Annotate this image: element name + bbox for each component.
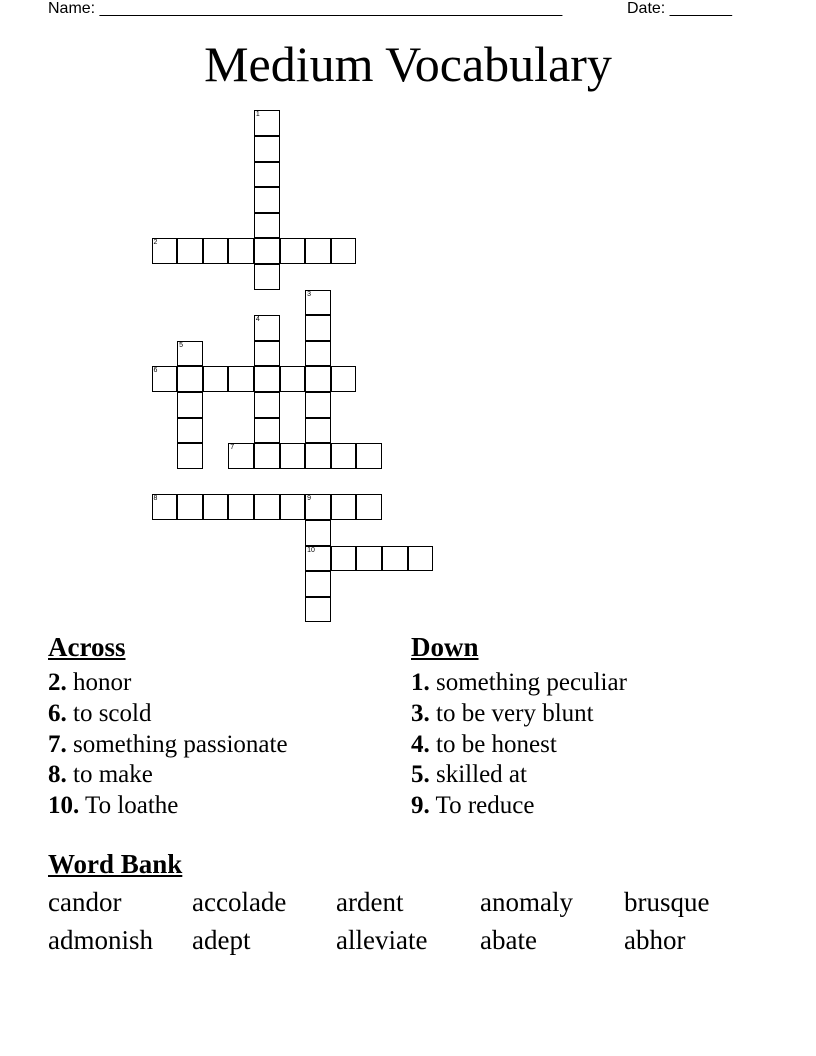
grid-cell[interactable] — [280, 366, 306, 392]
grid-cell[interactable] — [177, 494, 203, 520]
grid-cell[interactable] — [228, 494, 254, 520]
grid-cell[interactable] — [305, 546, 331, 572]
grid-cell[interactable] — [305, 520, 331, 546]
down-clue: 4. to be honest — [411, 730, 557, 758]
grid-cell[interactable] — [203, 494, 229, 520]
grid-cell[interactable] — [331, 238, 357, 264]
grid-cell[interactable] — [408, 546, 434, 572]
word-bank-word: anomaly — [480, 887, 573, 917]
grid-cell[interactable] — [152, 494, 178, 520]
across-clue-list — [48, 668, 288, 822]
grid-cell[interactable] — [305, 443, 331, 469]
grid-cell[interactable] — [356, 443, 382, 469]
grid-cell[interactable] — [305, 571, 331, 597]
grid-cell[interactable] — [254, 238, 280, 264]
grid-cell[interactable] — [254, 187, 280, 213]
word-bank-word: ardent — [336, 887, 404, 917]
grid-cell[interactable] — [305, 315, 331, 341]
down-clue: 3. to be very blunt — [411, 699, 594, 727]
grid-cell[interactable] — [254, 366, 280, 392]
word-bank-word: adept — [192, 925, 251, 955]
clue-number: 2 — [153, 239, 158, 247]
word-bank-word: alleviate — [336, 925, 428, 955]
clue-number: 6 — [153, 367, 158, 375]
grid-cell[interactable] — [254, 494, 280, 520]
across-clue: 8. to make — [48, 761, 153, 789]
grid-cell[interactable] — [254, 392, 280, 418]
clue-number: 7 — [230, 444, 235, 452]
down-clue: 1. something peculiar — [411, 669, 627, 696]
grid-cell[interactable] — [280, 494, 306, 520]
grid-cell[interactable] — [254, 136, 280, 162]
grid-cell[interactable] — [305, 494, 331, 520]
grid-cell[interactable] — [254, 162, 280, 188]
down-clue: 5. skilled at — [411, 761, 527, 789]
grid-cell[interactable] — [305, 290, 331, 316]
word-bank-word: candor — [48, 887, 122, 917]
word-bank-word: brusque — [624, 887, 710, 917]
word-bank-heading: Word Bank — [48, 849, 183, 879]
grid-cell[interactable] — [254, 110, 280, 136]
grid-cell[interactable] — [254, 443, 280, 469]
clue-number: 10 — [307, 546, 315, 554]
grid-cell[interactable] — [356, 494, 382, 520]
across-clue: 10. To loathe — [48, 792, 179, 820]
grid-cell[interactable] — [305, 238, 331, 264]
grid-cell[interactable] — [228, 443, 254, 469]
grid-cell[interactable] — [254, 264, 280, 290]
grid-cell[interactable] — [331, 494, 357, 520]
clue-number: 3 — [307, 290, 311, 298]
across-heading: Across — [48, 632, 126, 662]
down-heading: Down — [411, 632, 479, 662]
grid-cell[interactable] — [331, 366, 357, 392]
grid-cell[interactable] — [305, 418, 331, 444]
clue-number: 4 — [255, 316, 260, 324]
down-clue: 9. To reduce — [411, 792, 535, 820]
clue-number: 8 — [153, 495, 158, 503]
name-field-label: Name: ____________________________________________________ — [48, 0, 563, 17]
grid-cell[interactable] — [254, 213, 280, 239]
across-clue: 2. honor — [48, 669, 132, 696]
grid-cell[interactable] — [177, 443, 203, 469]
grid-cell[interactable] — [305, 366, 331, 392]
grid-cell[interactable] — [305, 597, 331, 623]
grid-cell[interactable] — [228, 366, 254, 392]
grid-cell[interactable] — [203, 238, 229, 264]
grid-cell[interactable] — [254, 418, 280, 444]
grid-cell[interactable] — [177, 366, 203, 392]
word-bank-word: admonish — [48, 925, 153, 955]
word-bank-word: abhor — [624, 925, 686, 955]
grid-cell[interactable] — [228, 238, 254, 264]
word-bank-word: abate — [480, 925, 537, 955]
across-clue: 7. something passionate — [48, 730, 288, 758]
grid-cell[interactable] — [254, 341, 280, 367]
grid-cell[interactable] — [280, 238, 306, 264]
grid-cell[interactable] — [305, 341, 331, 367]
grid-cell[interactable] — [356, 546, 382, 572]
grid-cell[interactable] — [331, 443, 357, 469]
word-bank-word: accolade — [192, 887, 287, 917]
clue-number: 5 — [179, 341, 183, 349]
grid-cell[interactable] — [177, 341, 203, 367]
grid-cell[interactable] — [152, 366, 178, 392]
clue-number: 9 — [307, 495, 311, 503]
grid-cell[interactable] — [177, 392, 203, 418]
grid-cell[interactable] — [382, 546, 408, 572]
grid-cell[interactable] — [177, 238, 203, 264]
grid-cell[interactable] — [254, 315, 280, 341]
grid-cell[interactable] — [331, 546, 357, 572]
grid-cell[interactable] — [280, 443, 306, 469]
grid-cell[interactable] — [152, 238, 178, 264]
down-clue-list — [411, 668, 627, 822]
clue-number: 1 — [255, 111, 260, 119]
across-clue: 6. to scold — [48, 699, 152, 727]
page-title: Medium Vocabulary — [204, 36, 612, 92]
date-field-label: Date: _______ — [627, 0, 732, 17]
grid-cell[interactable] — [305, 392, 331, 418]
grid-cell[interactable] — [203, 366, 229, 392]
grid-cell[interactable] — [177, 418, 203, 444]
